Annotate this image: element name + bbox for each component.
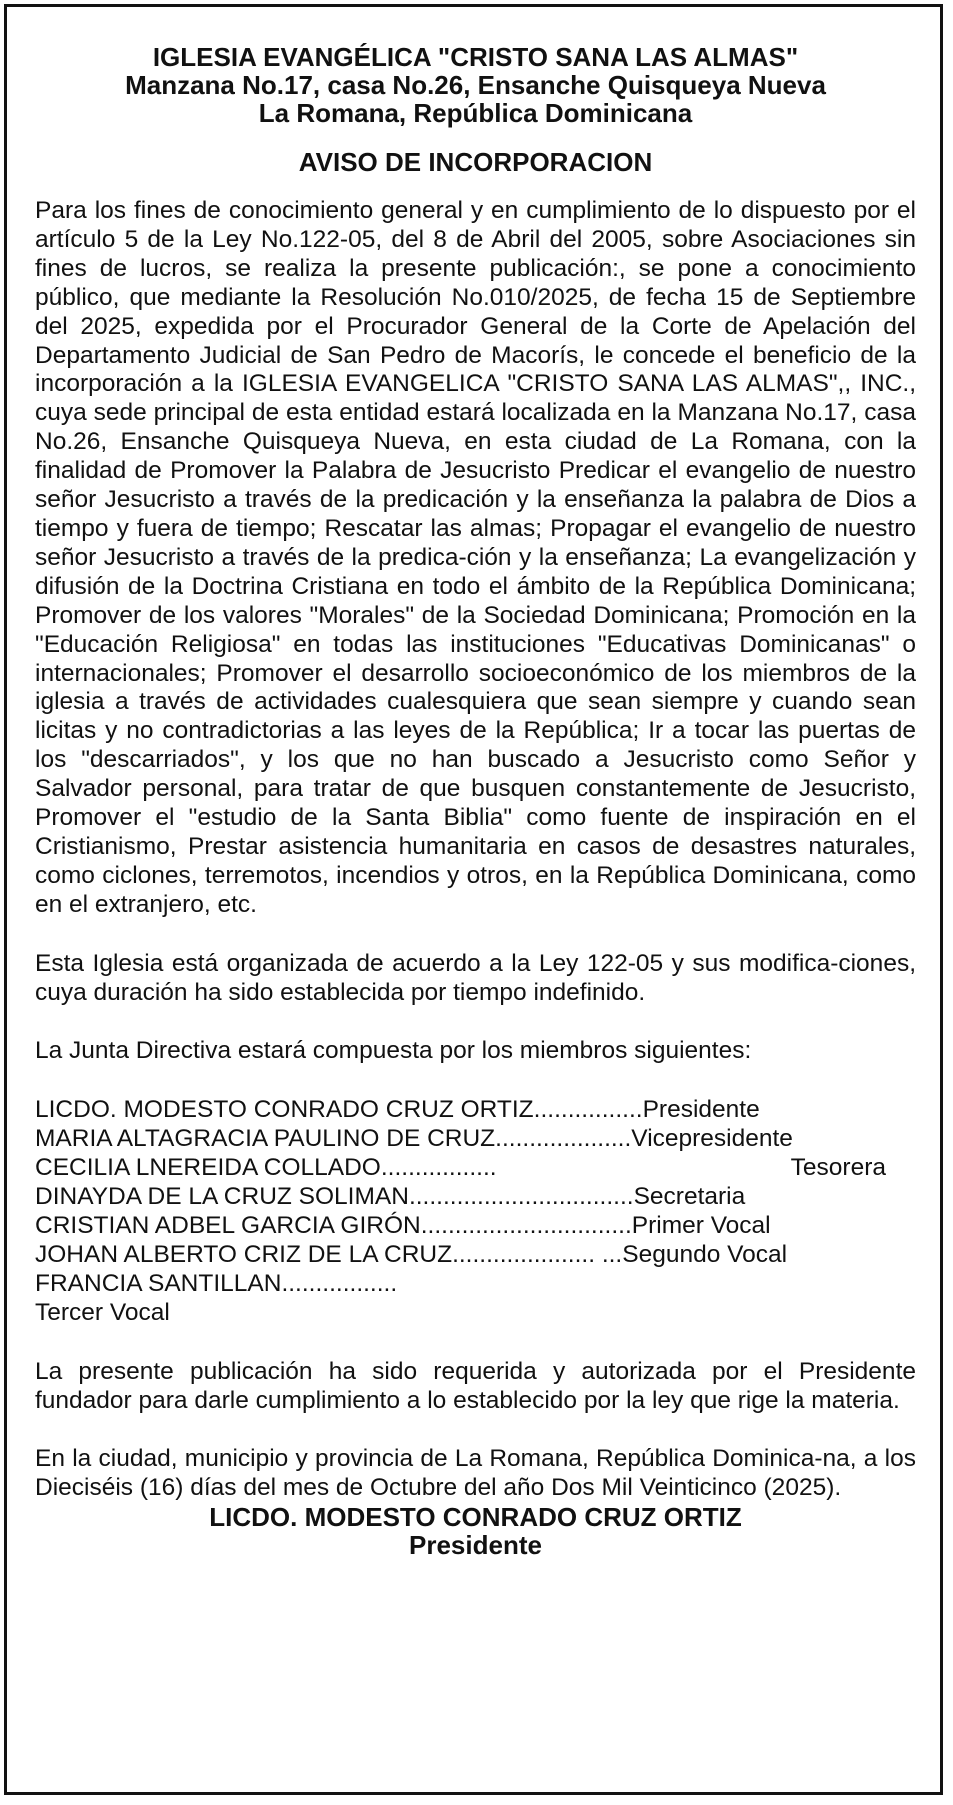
member-dots: ................. xyxy=(281,1269,398,1297)
member-role: Segundo Vocal xyxy=(622,1240,788,1268)
board-member xyxy=(35,1096,916,1125)
member-dots: ................ xyxy=(533,1096,643,1124)
member-role: Primer Vocal xyxy=(631,1212,771,1239)
member-dots: ................................. xyxy=(408,1183,634,1211)
member-name: DINAYDA DE LA CRUZ SOLIMAN xyxy=(35,1183,409,1211)
church-address: Manzana No.17, casa No.26, Ensanche Quisqueya Nueva xyxy=(125,70,826,100)
member-dots: ............................... xyxy=(420,1212,632,1239)
board-member xyxy=(35,1125,916,1154)
member-name: MARIA ALTAGRACIA PAULINO DE CRUZ xyxy=(35,1125,496,1153)
notice-content xyxy=(35,43,916,1559)
paragraph-date-place: En la ciudad, municipio y provincia de La Romana, República Dominica-na, a los Dieciséis (16) días del mes de Octubre del año Dos Mil Veinticinco (2025). xyxy=(35,1445,916,1502)
member-role: Vicepresidente xyxy=(631,1125,793,1153)
signature-title: Presidente xyxy=(409,1530,542,1561)
board-member xyxy=(35,1183,916,1212)
paragraph-board-intro: La Junta Directiva estará compuesta por los miembros siguientes: xyxy=(35,1037,752,1065)
member-dots: .................... xyxy=(495,1125,632,1153)
board-member-role-continued xyxy=(35,1299,916,1328)
church-name: IGLESIA EVANGÉLICA "CRISTO SANA LAS ALMAS" xyxy=(152,42,799,72)
member-name: FRANCIA SANTILLAN xyxy=(35,1269,282,1297)
member-role: Presidente xyxy=(642,1096,760,1124)
board-member xyxy=(35,1241,916,1270)
member-role: Secretaria xyxy=(633,1183,746,1211)
notice-page xyxy=(4,4,943,1795)
member-role: Tercer Vocal xyxy=(35,1298,170,1326)
board-members-list xyxy=(35,1096,916,1327)
paragraph-organization: Esta Iglesia está organizada de acuerdo a la Ley 122-05 y sus modifica-ciones, cuya duración ha sido establecida por tiempo indefinido. xyxy=(35,949,916,1006)
signature-name: LICDO. MODESTO CONRADO CRUZ ORTIZ xyxy=(209,1502,742,1533)
member-name: JOHAN ALBERTO CRIZ DE LA CRUZ xyxy=(35,1240,453,1268)
paragraph-incorporation: Para los fines de conocimiento general y en cumplimiento de lo dispuesto por el artículo 5 de la Ley No.122-05, del 8 de Abril del 2005, sobre Asociaciones sin fines de lucros, se realiza la presente publicación:, se pone a conocimiento público, que mediante la Resolución No.010/2025, de fecha 15 de Septiembre del 2025, expedida por el Procurador General de la Corte de Apelación del Departamento Judicial de San Pedro de Macorís, le concede el beneficio de la incorporación a la IGLESIA EVANGELICA "CRISTO SANA LAS ALMAS",, INC., cuya sede principal de esta entidad estará localizada en la Manzana No.17, casa No.26, Ensanche Quisqueya Nueva, en esta ciudad de La Romana, con la finalidad de Promover la Palabra de Jesucristo Predicar el evangelio de nuestro señor Jesucristo a través de la predicación y la enseñanza la palabra de Dios a tiempo y fuera de tiempo; Rescatar las almas; Propagar el evangelio de nuestro señor Jesucristo a través de la predica-ción y la enseñanza; La evangelización y difusión de la Doctrina Cristiana en todo el ámbito de la República Dominicana; Promover de los valores "Morales" de la Sociedad Dominicana; Promoción en la "Educación Religiosa" en todas las instituciones "Educativas Dominicanas" o internacionales; Promover el desarrollo socioeconómico de los miembros de la iglesia a través de actividades cualesquiera que sean siempre y cuando sean licitas y no contradictorias a las leyes de la República; Ir a tocar las puertas de los "descarriados", y los que no han buscado a Jesucristo como Señor y Salvador personal, para tratar de que busquen constantemente de Jesucristo, Promover el "estudio de la Santa Biblia" como fuente de inspiración en el Cristianismo, Prestar asistencia humanitaria en casos de desastres naturales, como ciclones, terremotos, incendios y otros, en la República Dominicana, como en el extranjero, etc. xyxy=(35,197,916,918)
board-member xyxy=(35,1270,916,1299)
church-city: La Romana, República Dominicana xyxy=(258,98,693,128)
member-role: Tesorera xyxy=(790,1154,886,1182)
board-member xyxy=(35,1212,916,1241)
member-dots: ..................... ... xyxy=(452,1240,623,1268)
member-dots: ................. xyxy=(380,1154,497,1182)
member-name: CECILIA LNEREIDA COLLADO xyxy=(35,1154,381,1182)
member-name: CRISTIAN ADBEL GARCIA GIRÓN xyxy=(35,1212,421,1239)
member-name: LICDO. MODESTO CONRADO CRUZ ORTIZ xyxy=(35,1096,534,1124)
notice-title: AVISO DE INCORPORACION xyxy=(298,147,653,177)
board-member xyxy=(35,1154,916,1183)
paragraph-authorization: La presente publicación ha sido requerida y autorizada por el Presidente fundador para darle cumplimiento a lo establecido por la ley que rige la materia. xyxy=(35,1357,916,1414)
